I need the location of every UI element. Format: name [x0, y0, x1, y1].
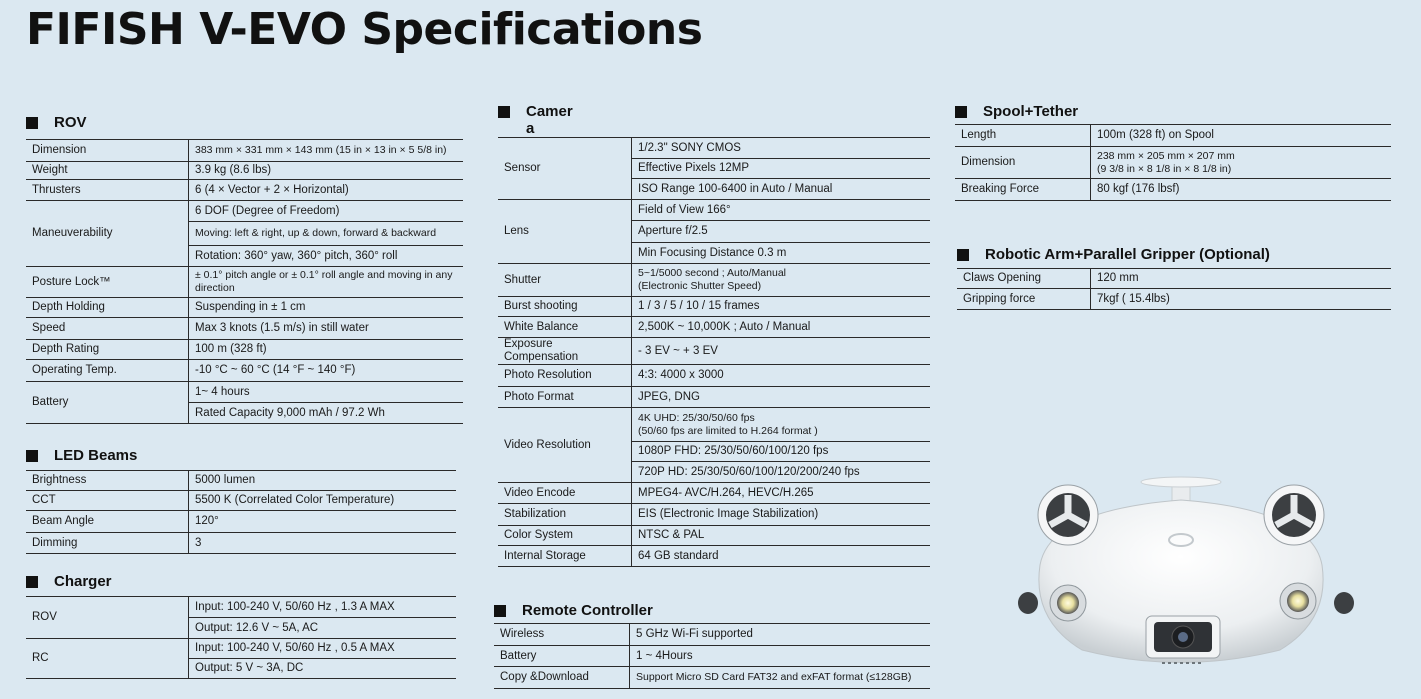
- led-row-beam-angle: [26, 511, 456, 533]
- spec-value: 238 mm × 205 mm × 207 mm (9 3/8 in × 8 1/8 in × 8 1/8 in): [1091, 147, 1392, 179]
- charger-spec-table: [26, 596, 456, 679]
- bullet-square-icon: [494, 605, 506, 617]
- spec-value: 1 ~ 4Hours: [630, 646, 931, 667]
- spec-value: Input: 100-240 V, 50/60 Hz , 1.3 A MAX: [189, 597, 457, 618]
- spool-section: [955, 103, 1391, 201]
- led-section: [26, 447, 456, 554]
- rov-spec-table: [26, 139, 463, 424]
- spec-label: Sensor: [498, 138, 632, 200]
- spec-value: 64 GB standard: [632, 546, 931, 567]
- spec-label: Depth Rating: [26, 340, 189, 360]
- spec-label: CCT: [26, 491, 189, 511]
- arm-heading: Robotic Arm+Parallel Gripper (Optional): [985, 246, 1270, 263]
- charger-row-rc: [26, 639, 456, 659]
- thruster-right: [1264, 485, 1324, 545]
- spool-row-breaking-force: [955, 179, 1391, 201]
- rov-heading: ROV: [54, 114, 87, 131]
- remote-heading: Remote Controller: [522, 602, 653, 619]
- spec-value: Rated Capacity 9,000 mAh / 97.2 Wh: [189, 403, 464, 424]
- led-spec-table: [26, 470, 456, 554]
- spec-value: Output: 12.6 V ~ 5A, AC: [189, 618, 457, 639]
- spec-label: Depth Holding: [26, 298, 189, 318]
- spec-label: Video Encode: [498, 483, 632, 504]
- spec-label: Video Resolution: [498, 408, 632, 483]
- spec-value: 120°: [189, 511, 457, 533]
- rov-row-weight: [26, 162, 463, 180]
- spool-heading: Spool+Tether: [983, 103, 1079, 120]
- spec-label: Dimming: [26, 533, 189, 554]
- spec-value: 2,500K ~ 10,000K ; Auto / Manual: [632, 317, 931, 338]
- spec-label: Lens: [498, 200, 632, 264]
- bullet-square-icon: [498, 106, 510, 118]
- spec-value: 3.9 kg (8.6 lbs): [189, 162, 464, 180]
- spec-value: 1080P FHD: 25/30/50/60/100/120 fps: [632, 442, 931, 462]
- spec-value: Moving: left & right, up & down, forward & backward: [189, 222, 464, 246]
- spec-label: Thrusters: [26, 180, 189, 201]
- spec-label: Gripping force: [957, 289, 1091, 310]
- rov-row-depth-holding: [26, 298, 463, 318]
- spec-value: 100m (328 ft) on Spool: [1091, 125, 1392, 147]
- bullet-square-icon: [26, 450, 38, 462]
- rov-row-battery: [26, 382, 463, 403]
- spec-label: Photo Format: [498, 387, 632, 408]
- camera-row-photo-format: [498, 387, 930, 408]
- spec-label: Battery: [494, 646, 630, 667]
- spec-label: Breaking Force: [955, 179, 1091, 201]
- camera-row-white-balance: [498, 317, 930, 338]
- page-title: FIFISH V-EVO Specifications: [26, 4, 703, 55]
- camera-row-shutter: [498, 264, 930, 297]
- spec-label: Maneuverability: [26, 201, 189, 267]
- bullet-square-icon: [26, 117, 38, 129]
- spec-label: Stabilization: [498, 504, 632, 526]
- spec-value: Aperture f/2.5: [632, 221, 931, 243]
- rov-row-operating-temp: [26, 360, 463, 382]
- led-row-brightness: [26, 471, 456, 491]
- spec-label: ROV: [26, 597, 189, 639]
- spec-label: Shutter: [498, 264, 632, 297]
- spec-value: 4:3: 4000 x 3000: [632, 365, 931, 387]
- spec-value: Field of View 166°: [632, 200, 931, 221]
- spec-value: ± 0.1° pitch angle or ± 0.1° roll angle and moving in any direction: [189, 267, 464, 298]
- spec-value: ISO Range 100-6400 in Auto / Manual: [632, 179, 931, 200]
- camera-spec-table: [498, 137, 930, 567]
- spec-label: Burst shooting: [498, 297, 632, 317]
- rov-section: [26, 114, 463, 424]
- rov-row-speed: [26, 318, 463, 340]
- spec-label: Dimension: [955, 147, 1091, 179]
- camera-heading: Camer a: [526, 103, 573, 137]
- spec-value: Support Micro SD Card FAT32 and exFAT format (≤128GB): [630, 667, 931, 689]
- bullet-square-icon: [955, 106, 967, 118]
- spec-value: Input: 100-240 V, 50/60 Hz , 0.5 A MAX: [189, 639, 457, 659]
- arm-spec-table: [957, 268, 1391, 310]
- spool-row-dimension: [955, 147, 1391, 179]
- spec-value: 5000 lumen: [189, 471, 457, 491]
- camera-row-color-system: [498, 526, 930, 546]
- spec-value: Max 3 knots (1.5 m/s) in still water: [189, 318, 464, 340]
- spec-label: Beam Angle: [26, 511, 189, 533]
- spec-value: 5 GHz Wi-Fi supported: [630, 624, 931, 646]
- spec-value: 3: [189, 533, 457, 554]
- rov-row-depth-rating: [26, 340, 463, 360]
- rov-row-maneuverability: [26, 201, 463, 222]
- remote-section: [494, 602, 930, 689]
- spec-label: Posture Lock™: [26, 267, 189, 298]
- spec-value: Rotation: 360° yaw, 360° pitch, 360° roll: [189, 246, 464, 267]
- spec-value: - 3 EV ~ + 3 EV: [632, 338, 931, 365]
- remote-row-copy-download: [494, 667, 930, 689]
- spec-value: 1/2.3" SONY CMOS: [632, 138, 931, 159]
- camera-row-internal-storage: [498, 546, 930, 567]
- spec-value: Effective Pixels 12MP: [632, 159, 931, 179]
- spec-value: 720P HD: 25/30/50/60/100/120/200/240 fps: [632, 462, 931, 483]
- spec-value: Output: 5 V ~ 3A, DC: [189, 659, 457, 679]
- charger-heading: Charger: [54, 573, 112, 590]
- remote-spec-table: [494, 623, 930, 689]
- spec-label: Brightness: [26, 471, 189, 491]
- spec-value: Suspending in ± 1 cm: [189, 298, 464, 318]
- camera-row-exposure-compensation: [498, 338, 930, 365]
- spec-label: Internal Storage: [498, 546, 632, 567]
- spec-value: Min Focusing Distance 0.3 m: [632, 243, 931, 264]
- spec-value: 80 kgf (176 lbsf): [1091, 179, 1392, 201]
- thruster-left: [1038, 485, 1098, 545]
- spool-row-length: [955, 125, 1391, 147]
- rov-drone-image: [1000, 470, 1370, 680]
- spec-label: Photo Resolution: [498, 365, 632, 387]
- led-row-dimming: [26, 533, 456, 554]
- led-heading: LED Beams: [54, 447, 138, 464]
- spec-label: Wireless: [494, 624, 630, 646]
- bullet-square-icon: [957, 249, 969, 261]
- spec-value: EIS (Electronic Image Stabilization): [632, 504, 931, 526]
- rov-row-thrusters: [26, 180, 463, 201]
- remote-row-battery: [494, 646, 930, 667]
- spec-value: 120 mm: [1091, 269, 1392, 289]
- bullet-square-icon: [26, 576, 38, 588]
- spool-spec-table: [955, 124, 1391, 201]
- spec-label: Speed: [26, 318, 189, 340]
- spec-value: 4K UHD: 25/30/50/60 fps (50/60 fps are limited to H.264 format ): [632, 408, 931, 442]
- spec-label: Claws Opening: [957, 269, 1091, 289]
- spec-label: Weight: [26, 162, 189, 180]
- spec-value: 383 mm × 331 mm × 143 mm (15 in × 13 in × 5 5/8 in): [189, 140, 464, 162]
- spec-value: -10 °C ~ 60 °C (14 °F ~ 140 °F): [189, 360, 464, 382]
- spec-label: RC: [26, 639, 189, 679]
- arm-row-gripping-force: [957, 289, 1391, 310]
- charger-section: [26, 573, 456, 679]
- charger-row-rov: [26, 597, 456, 618]
- camera-section: [498, 103, 930, 567]
- camera-row-lens: [498, 200, 930, 221]
- camera-row-burst-shooting: [498, 297, 930, 317]
- arm-section: [957, 246, 1391, 310]
- spec-value: JPEG, DNG: [632, 387, 931, 408]
- spec-label: Operating Temp.: [26, 360, 189, 382]
- spec-label: Battery: [26, 382, 189, 424]
- spec-value: 100 m (328 ft): [189, 340, 464, 360]
- spec-label: Exposure Compensation: [498, 338, 632, 365]
- spec-value: MPEG4- AVC/H.264, HEVC/H.265: [632, 483, 931, 504]
- camera-row-stabilization: [498, 504, 930, 526]
- spec-label: White Balance: [498, 317, 632, 338]
- remote-row-wireless: [494, 624, 930, 646]
- led-row-cct: [26, 491, 456, 511]
- spec-value: 6 DOF (Degree of Freedom): [189, 201, 464, 222]
- spec-label: Length: [955, 125, 1091, 147]
- spec-label: Copy &Download: [494, 667, 630, 689]
- spec-value: 6 (4 × Vector + 2 × Horizontal): [189, 180, 464, 201]
- spec-value: NTSC & PAL: [632, 526, 931, 546]
- arm-row-claws-opening: [957, 269, 1391, 289]
- spec-value: 5500 K (Correlated Color Temperature): [189, 491, 457, 511]
- spec-label: Color System: [498, 526, 632, 546]
- camera-row-sensor: [498, 138, 930, 159]
- spec-label: Dimension: [26, 140, 189, 162]
- camera-row-photo-resolution: [498, 365, 930, 387]
- rov-row-dimension: [26, 140, 463, 162]
- spec-value: 5~1/5000 second ; Auto/Manual (Electronic Shutter Speed): [632, 264, 931, 297]
- spec-value: 7kgf ( 15.4lbs): [1091, 289, 1392, 310]
- spec-value: 1 / 3 / 5 / 10 / 15 frames: [632, 297, 931, 317]
- spec-value: 1~ 4 hours: [189, 382, 464, 403]
- rov-row-posture-lock: [26, 267, 463, 298]
- camera-row-video-resolution: [498, 408, 930, 442]
- camera-row-video-encode: [498, 483, 930, 504]
